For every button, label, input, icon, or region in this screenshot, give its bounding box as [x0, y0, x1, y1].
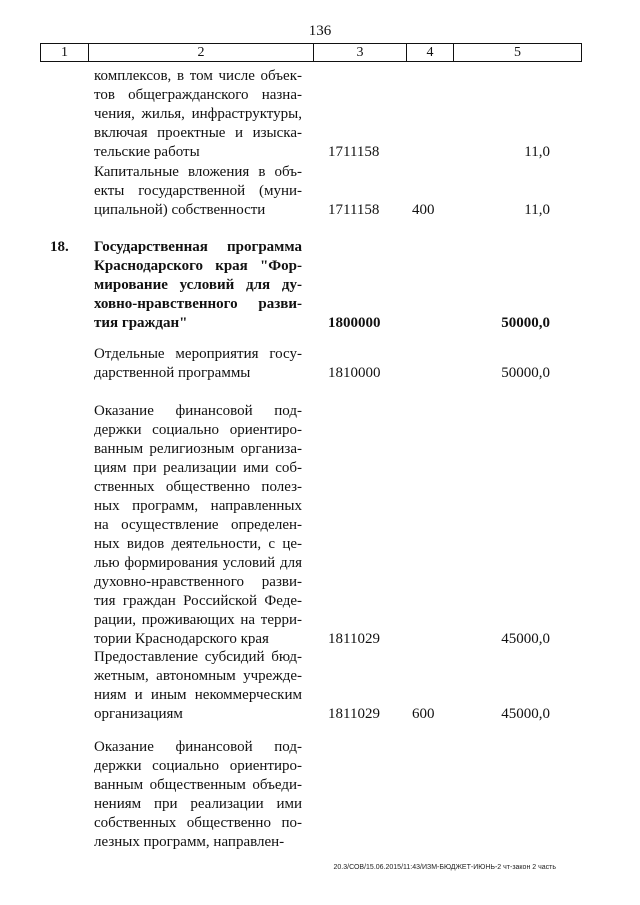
description-line: ниям и иным некоммерческим	[94, 687, 302, 703]
row-description	[94, 238, 302, 333]
row-amount: 11,0	[524, 202, 550, 218]
row-code: 1810000	[328, 365, 381, 381]
column-header-5: 5	[514, 45, 521, 60]
description-line: ных программ, направленных	[94, 498, 302, 514]
row-code: 1811029	[328, 706, 380, 722]
description-line: дарственной программы	[94, 365, 251, 381]
row-amount: 50000,0	[501, 315, 550, 331]
column-header-1: 1	[41, 44, 89, 61]
description-line: тории Краснодарского края	[94, 631, 269, 647]
column-header-3: 3	[314, 44, 407, 61]
row-number: 18.	[50, 239, 69, 255]
description-line: нениям при реализации ими	[94, 796, 302, 812]
description-line: тия граждан Российской Феде-	[94, 593, 302, 609]
row-amount: 50000,0	[501, 365, 550, 381]
row-code: 1711158	[328, 202, 380, 218]
description-line: ственных общественно полез-	[94, 479, 302, 495]
row-code: 1800000	[328, 315, 381, 331]
description-line: ховно-нравственного разви-	[94, 296, 302, 312]
description-line: Оказание финансовой под-	[94, 739, 302, 755]
column-header-2: 2	[89, 44, 314, 61]
footer-stamp: 20.3/СОВ/15.06.2015/11:43/ИЗМ-БЮДЖЕТ-ИЮНЬ-2 чт-закон 2 часть	[333, 864, 556, 871]
description-line: духовно-нравственного разви-	[94, 574, 302, 590]
description-line: Оказание финансовой под-	[94, 403, 302, 419]
row-description	[94, 67, 302, 162]
description-line: держки социально ориентиро-	[94, 422, 302, 438]
description-line: екты государственной (муни-	[94, 183, 302, 199]
row-expense-type: 600	[412, 706, 435, 722]
description-line: ципальной) собственности	[94, 202, 266, 218]
description-line: включая проектные и изыска-	[94, 125, 302, 141]
description-line: комплексов, в том числе объек-	[94, 68, 302, 84]
description-line: на осуществление определен-	[94, 517, 302, 533]
description-line: чения, жилья, инфраструктуры,	[94, 106, 302, 122]
description-line: тельские работы	[94, 144, 200, 160]
description-line: жетным, автономным учрежде-	[94, 668, 302, 684]
description-line: Отдельные мероприятия госу-	[94, 346, 302, 362]
row-description	[94, 345, 302, 383]
column-header-4: 4	[407, 44, 454, 61]
row-amount: 45000,0	[501, 631, 550, 647]
row-description	[94, 738, 302, 852]
description-line: лезных программ, направлен-	[94, 834, 285, 850]
description-line: тия граждан"	[94, 315, 188, 331]
row-amount: 45000,0	[501, 706, 550, 722]
description-line: Капитальные вложения в объ-	[94, 164, 302, 180]
row-amount: 11,0	[524, 144, 550, 160]
description-line: ванным религиозным организа-	[94, 441, 302, 457]
table-header	[40, 43, 582, 62]
page-number: 136	[308, 23, 332, 39]
description-line: рации, проживающих на терри-	[94, 612, 302, 628]
row-description	[94, 402, 302, 649]
row-code: 1711158	[328, 144, 380, 160]
row-description	[94, 163, 302, 220]
row-description	[94, 648, 302, 724]
description-line: ванным общественным объеди-	[94, 777, 302, 793]
row-code: 1811029	[328, 631, 380, 647]
description-line: лью формирования условий для	[94, 555, 302, 571]
description-line: организациям	[94, 706, 183, 722]
description-line: мирование условий для ду-	[94, 277, 302, 293]
description-line: тов общегражданского назна-	[94, 87, 302, 103]
description-line: ных видов деятельности, с це-	[94, 536, 302, 552]
description-line: Краснодарского края "Фор-	[94, 258, 302, 274]
row-expense-type: 400	[412, 202, 435, 218]
description-line: Государственная программа	[94, 239, 302, 255]
description-line: циям при реализации ими соб-	[94, 460, 302, 476]
description-line: собственных общественно по-	[94, 815, 302, 831]
description-line: держки социально ориентиро-	[94, 758, 302, 774]
description-line: Предоставление субсидий бюд-	[94, 649, 302, 665]
